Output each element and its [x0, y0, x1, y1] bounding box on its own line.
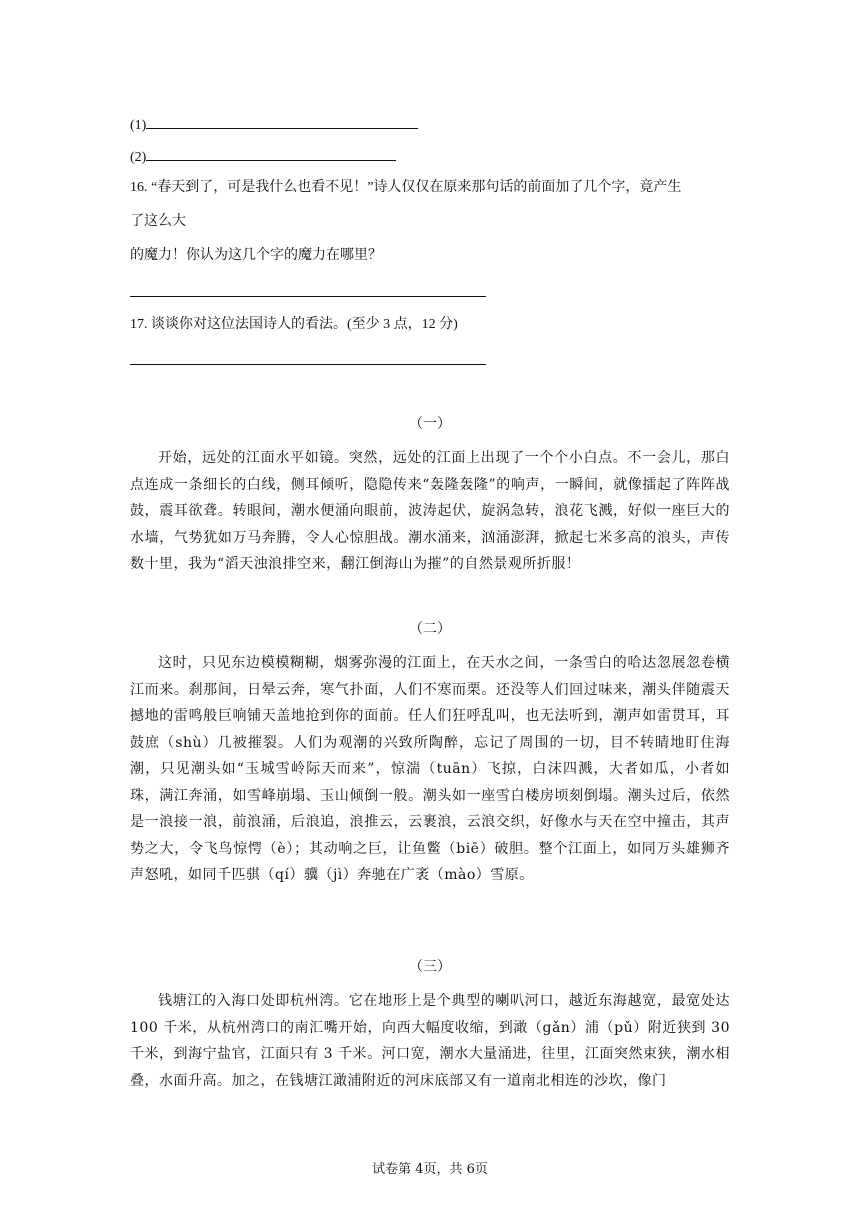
q15-answer-1 [130, 116, 418, 135]
section-3-paragraph: 钱塘江的入海口处即杭州湾。它在地形上是个典型的喇叭河口，越近东海越宽，最宽处达 100 千米，从杭州湾口的南汇嘴开始，向西大幅度收缩，到澉（gǎn）浦（pǔ）附近狭到 30 千米，到海宁盐官，江面只有 3 千米。河口宽，潮水大量涌进，往里，江面突然束狭，潮水相叠，水面升高。加之，在钱塘江澉浦附近的河床底部又有一道南北相连的沙坎，像门 [130, 993, 730, 1089]
q17-answer-line[interactable] [130, 364, 486, 365]
section-1-paragraph: 开始，远处的江面水平如镜。突然，远处的江面上出现了一个个小白点。不一会儿，那白点连成一条细长的白线，侧耳倾听，隐隐传来“轰隆轰隆”的响声，一瞬间，就像擂起了阵阵战鼓，震耳欲聋。转眼间，潮水便涌向眼前，波涛起伏，旋涡急转，浪花飞溅，好似一座巨大的水墙，气势犹如万马奔腾，令人心惊胆战。潮水涌来，汹涌澎湃，掀起七米多高的浪头，声传数十里，我为“滔天浊浪排空来，翻江倒海山为摧”的自然景观所折服！ [130, 450, 730, 572]
page-footer: 试卷第 4页，共 6页 [372, 1162, 488, 1177]
q17-text: 17. 谈谈你对这位法国诗人的看法。(至少 3 点，12 分) [130, 317, 458, 332]
q15-answer-blank-2[interactable] [146, 148, 396, 161]
section-1-heading: （一） [409, 416, 451, 432]
q15-blank2-label: (2) [130, 150, 147, 165]
q16-text-line-3: 的魔力！你认为这几个字的魔力在哪里？ [130, 248, 382, 263]
section-2-paragraph: 这时，只见东边模模糊糊，烟雾弥漫的江面上，在天水之间，一条雪白的哈达忽展忽卷横江而来。刹那间，日晕云奔，寒气扑面，人们不寒而栗。还没等人们回过味来，潮头伴随震天撼地的雷鸣般巨响铺天盖地抢到你的面前。任人们狂呼乱叫，也无法听到，潮声如雷贯耳，耳鼓庶（shù）几被摧裂。人们为观潮的兴致所陶醉，忘记了周围的一切，目不转睛地盯住海潮，只见潮头如“玉城雪岭际天而来”，惊湍（tuān）飞掠，白沫四溅，大者如瓜，小者如珠，满江奔涌，如雪峰崩塌、玉山倾倒一般。潮头如一座雪白楼房顷刻倒塌。潮头过后，依然是一浪接一浪，前浪涌，后浪追，浪推云，云裹浪，云浪交织，好像水与天在空中撞击，其声势之大，令飞鸟惊愕（è）；其动响之巨，让鱼鳖（biē）破胆。整个江面上，如同万头雄狮齐声怒吼，如同千匹骐（qí）骥（jì）奔驰在广袤（mào）雪原。 [130, 655, 730, 883]
section-3-heading: （三） [409, 959, 451, 975]
q15-blank1-label: (1) [130, 118, 147, 133]
q15-answer-2 [130, 148, 396, 167]
q16-text-line-1: 16. “春天到了，可是我什么也看不见！”诗人仅仅在原来那句话的前面加了几个字，竟产生 [130, 180, 682, 195]
q16-text-line-2: 了这么大 [130, 214, 186, 229]
q16-answer-line[interactable] [130, 296, 486, 297]
section-2-heading: （二） [409, 621, 451, 637]
q15-answer-blank-1[interactable] [146, 116, 418, 129]
